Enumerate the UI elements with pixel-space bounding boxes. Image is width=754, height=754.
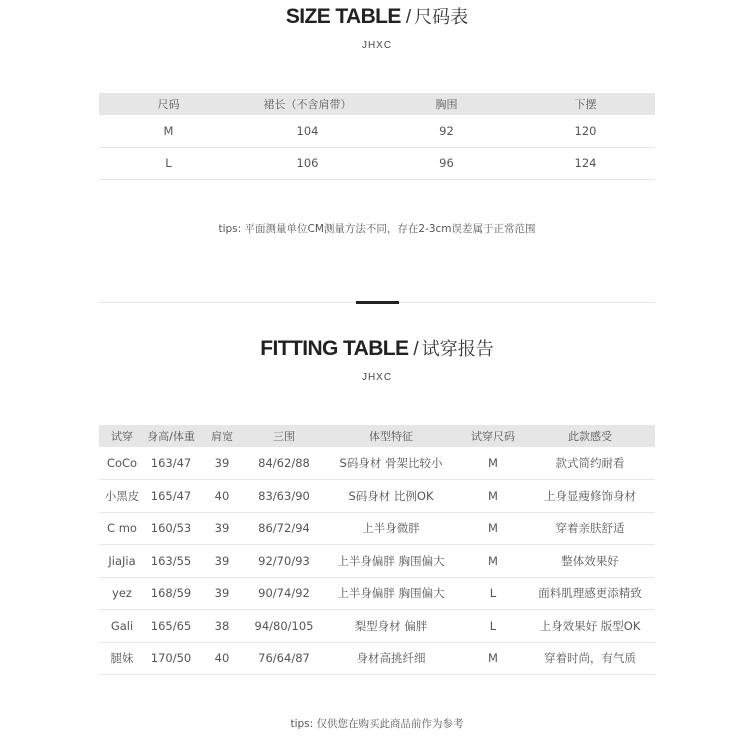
height-weight-cell: 160/53 [145, 512, 197, 545]
size-tried-cell: M [461, 480, 525, 513]
size-table-header: 胸围 [377, 93, 516, 115]
size-cell: 92 [377, 115, 516, 147]
size-cell: 96 [377, 147, 516, 179]
tester-name-cell: yez [99, 577, 145, 610]
fitting-table [99, 425, 655, 675]
size-tried-cell: M [461, 642, 525, 675]
size-table-brand: JHXC [361, 40, 393, 51]
table-row [99, 512, 655, 545]
height-weight-cell: 163/47 [145, 447, 197, 480]
fitting-table-header: 肩宽 [197, 425, 247, 447]
shoulder-width-cell: 39 [197, 577, 247, 610]
section-divider-accent [356, 301, 399, 304]
size-table [99, 93, 655, 180]
tester-name-cell: 小黑皮 [99, 480, 145, 513]
fitting-table-body [99, 447, 655, 675]
tester-name-cell: 腿妹 [99, 642, 145, 675]
size-cell: 106 [238, 147, 377, 179]
measurements-cell: 94/80/105 [247, 610, 321, 643]
fitting-table-title-en: FITTING TABLE [260, 337, 409, 360]
size-tried-cell: L [461, 577, 525, 610]
size-table-header: 下摆 [516, 93, 655, 115]
feedback-cell: 整体效果好 [525, 545, 655, 578]
size-table-title-zh: 尺码表 [414, 7, 469, 28]
table-row [99, 147, 655, 179]
height-weight-cell: 165/65 [145, 610, 197, 643]
tester-name-cell: Gali [99, 610, 145, 643]
fitting-table-header: 体型特征 [321, 425, 461, 447]
size-tried-cell: M [461, 447, 525, 480]
body-type-cell: 身材高挑纤细 [321, 642, 461, 675]
size-table-title [0, 3, 754, 29]
table-row [99, 610, 655, 643]
feedback-cell: 穿着时尚，有气质 [525, 642, 655, 675]
size-table-title-en: SIZE TABLE [285, 5, 401, 28]
fitting-table-title-zh: 试穿报告 [421, 339, 494, 360]
feedback-cell: 上身显瘦修饰身材 [525, 480, 655, 513]
tester-name-cell: CoCo [99, 447, 145, 480]
table-row [99, 115, 655, 147]
measurements-cell: 90/74/92 [247, 577, 321, 610]
fitting-table-brand: JHXC [361, 372, 393, 383]
feedback-cell: 上身效果好 版型OK [525, 610, 655, 643]
fitting-table-header: 身高/体重 [145, 425, 197, 447]
shoulder-width-cell: 38 [197, 610, 247, 643]
table-row [99, 545, 655, 578]
height-weight-cell: 168/59 [145, 577, 197, 610]
body-type-cell: 上半身微胖 [321, 512, 461, 545]
size-tried-cell: M [461, 545, 525, 578]
height-weight-cell: 170/50 [145, 642, 197, 675]
size-cell: 124 [516, 147, 655, 179]
body-type-cell: 梨型身材 偏胖 [321, 610, 461, 643]
size-tried-cell: M [461, 512, 525, 545]
feedback-cell: 穿着亲肤舒适 [525, 512, 655, 545]
shoulder-width-cell: 40 [197, 642, 247, 675]
title-separator: / [413, 339, 419, 360]
fitting-tips: tips: 仅供您在购买此商品前作为参考 [290, 718, 464, 730]
tester-name-cell: C mo [99, 512, 145, 545]
feedback-cell: 面料肌理感更添精致 [525, 577, 655, 610]
fitting-table-header-row [99, 425, 655, 447]
body-type-cell: S码身材 骨架比较小 [321, 447, 461, 480]
shoulder-width-cell: 39 [197, 447, 247, 480]
height-weight-cell: 163/55 [145, 545, 197, 578]
title-separator: / [405, 7, 412, 28]
size-tried-cell: L [461, 610, 525, 643]
size-cell: L [99, 147, 238, 179]
height-weight-cell: 165/47 [145, 480, 197, 513]
body-type-cell: 上半身偏胖 胸围偏大 [321, 545, 461, 578]
shoulder-width-cell: 40 [197, 480, 247, 513]
measurements-cell: 76/64/87 [247, 642, 321, 675]
fitting-table-header: 此款感受 [525, 425, 655, 447]
size-table-header: 裙长（不含肩带） [238, 93, 377, 115]
fitting-table-header: 三围 [247, 425, 321, 447]
measurements-cell: 92/70/93 [247, 545, 321, 578]
tester-name-cell: JiaJia [99, 545, 145, 578]
measurements-cell: 86/72/94 [247, 512, 321, 545]
fitting-table-header: 试穿 [99, 425, 145, 447]
table-row [99, 642, 655, 675]
body-type-cell: 上半身偏胖 胸围偏大 [321, 577, 461, 610]
measurements-cell: 83/63/90 [247, 480, 321, 513]
fitting-table-title [0, 335, 754, 361]
size-cell: 120 [516, 115, 655, 147]
table-row [99, 447, 655, 480]
size-cell: M [99, 115, 238, 147]
shoulder-width-cell: 39 [197, 512, 247, 545]
shoulder-width-cell: 39 [197, 545, 247, 578]
size-table-header: 尺码 [99, 93, 238, 115]
fitting-table-header: 试穿尺码 [461, 425, 525, 447]
table-row [99, 577, 655, 610]
size-tips: tips: 平面测量单位CM测量方法不同，存在2-3cm误差属于正常范围 [218, 223, 536, 235]
measurements-cell: 84/62/88 [247, 447, 321, 480]
table-row [99, 480, 655, 513]
body-type-cell: S码身材 比例OK [321, 480, 461, 513]
feedback-cell: 款式简约耐看 [525, 447, 655, 480]
size-cell: 104 [238, 115, 377, 147]
size-table-header-row [99, 93, 655, 115]
